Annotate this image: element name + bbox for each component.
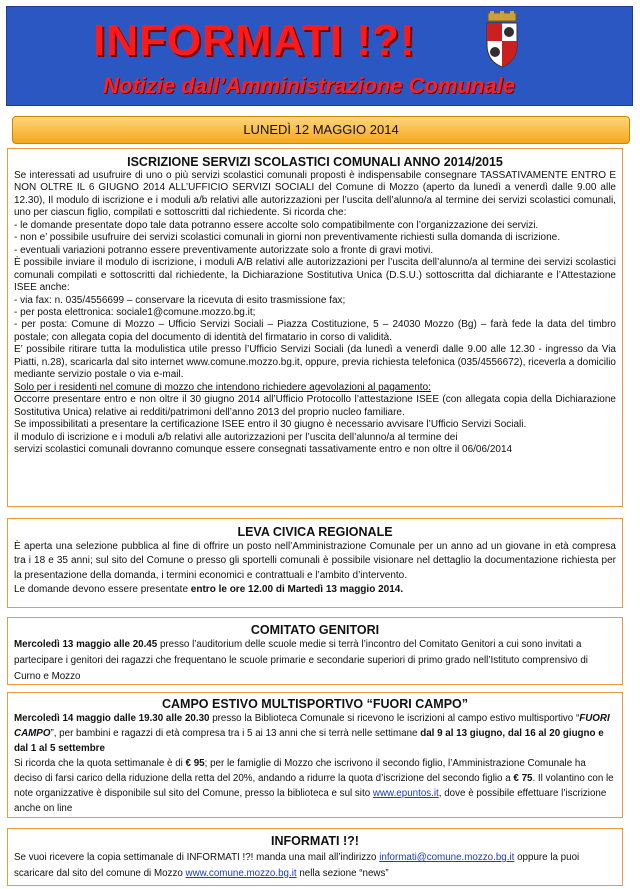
camp-weeks: dal 9 al 13 giugno, dal 16 al 20 giugno e dal 1 al 5 settembre [14,728,604,754]
section-title: ISCRIZIONE SERVIZI SCOLASTICI COMUNALI ANNO 2014/2015 [127,155,503,169]
text: nella sezione “news” [296,868,389,879]
list-item: - per posta: Comune di Mozzo – Ufficio Servizi Sociali – Piazza Costituzione, 5 – 24030 Mozzo (Bg) – farà fede la data del timbro postale; con allegata copia del documento di identità del firmatario in corso di validità. [14,319,616,343]
text: Se vuoi ricevere la copia settimanale di INFORMATI !?! manda una mail all’indirizzo [14,852,380,863]
text: ”, per bambini e ragazzi di età compresa tra i 5 ai 13 anni che si terrà nelle settimane [50,728,421,739]
paragraph: Se interessati ad usufruire di uno o più servizi scolastici comunali proposti è indispensabile consegnare TASSATIVAMENTE ENTRO E NON OLTRE IL 6 GIUGNO 2014 ALL’UFFICIO SERVIZI SOCIALI del Comune di Mozzo (aperto da lunedì a venerdì dalle 9.00 alle 12.30), Il modulo di iscrizione e i moduli a/b relativi alle autorizzazioni per l’uscita dell’alunno/a al termine dei servizi scolastici comunali, uno per ciascun figlio, compilati e sottoscritti dal richiedente. Si ricorda che: [14,170,616,219]
municipal-crest-icon [482,11,522,69]
section-informati [7,828,623,886]
paragraph: Se impossibilitati a presentare la certificazione ISEE entro il 30 giugno è necessario avvisare l’Ufficio Servizi Sociali. [14,419,527,431]
section-campo-estivo [7,692,623,818]
text: presso l’auditorium delle scuole medie si terrà l’incontro del Comitato Genitori a cui sono invitati a partecipare i genitori dei ragazzi che frequentano le scuole primarie e secondarie superiori di primo grado nell’Istituto comprensivo di Curno e Mozzo [14,639,588,682]
text: ; per le famiglie di Mozzo che iscrivono il secondo figlio, l’Amministrazione Comunale ha deciso di farsi carico della riduzione della retta del 20%, andando a ridurre la quota d’iscrizione del secondo figlio a [14,758,586,784]
section-leva-civica [7,518,623,608]
paragraph [14,756,616,816]
list-item: - le domande presentate dopo tale data potranno essere accolte solo compatibilmente con l’organizzazione dei servizi. [14,219,539,231]
website-link[interactable]: www.comune.mozzo.bg.it [185,868,297,879]
date-banner: LUNEDÌ 12 MAGGIO 2014 [12,116,630,144]
text: , dove è possibile effettuare l’iscrizione anche on line [14,788,607,814]
email-link[interactable]: informati@comune.mozzo.bg.it [379,852,515,863]
paragraph: E’ possibile ritirare tutta la modulistica utile presso l’Ufficio Servizi Sociali (da lunedì a venerdì dalle 9.00 alle 12.30 - ingresso da Via Piatti, n.28), scaricarla dal sito internet www.comune.mozzo.bg.it, oppure, previa richiesta telefonica (035/4556672), riceverla a domicilio mediante servizio postale o via e-mail. [14,344,616,381]
event-date: Mercoledì 13 maggio alle 20.45 [14,639,158,650]
section-comitato-genitori [7,617,623,685]
section-title: CAMPO ESTIVO MULTISPORTIVO “FUORI CAMPO” [161,697,469,711]
list-item: - via fax: n. 035/4556699 – conservare la ricevuta di esito trasmissione fax; [14,294,346,306]
section-iscrizione-servizi [7,148,623,507]
newsletter-title: INFORMATI !?! [93,16,416,65]
weekly-fee: € 95 [185,758,205,769]
newsletter-header [6,6,633,106]
text: presso la Biblioteca Comunale si ricevono le iscrizioni al campo estivo multisportivo “ [209,713,580,724]
event-date: Mercoledì 14 maggio dalle 19.30 alle 20.30 [14,713,210,724]
list-item: - per posta elettronica: sociale1@comune.mozzo.bg.it; [14,306,256,318]
section-title: INFORMATI !?! [271,834,359,848]
paragraph-underlined: Solo per i residenti nel comune di mozzo che intendono richiedere agevolazioni al pagamento: [14,381,431,393]
paragraph: il modulo di iscrizione e i moduli a/b relativi alle autorizzazioni per l’uscita dell’alunno/a al termine dei [14,431,458,443]
text: Le domande devono essere presentate [14,583,191,595]
paragraph: È aperta una selezione pubblica al fine di offrire un posto nell’Amministrazione Comunale per un anno ad un giovane in età compresa tra i 18 e 35 anni; sul sito del Comune o presso gli sportelli comunali è possibile visionare nel dettaglio la documentazione richiesta per la presentazione della domanda, i termini economici e contrattuali e l’ambito d’intervento. [14,541,616,581]
list-item: - eventuali variazioni potranno essere preventivamente autorizzate solo a fronte di gravi motivi. [14,244,434,256]
paragraph [14,637,616,685]
paragraph [14,711,616,756]
newsletter-subtitle: Notizie dall’Amministrazione Comunale [103,73,515,98]
camp-name: FUORI CAMPO [14,713,610,739]
text: oppure la puoi scaricare dal sito del comune di Mozzo [14,852,580,879]
list-item: - non e’ possibile usufruire dei servizi scolastici comunali in giorni non preventivamente richiesti sulla domanda di iscrizione. [14,232,561,244]
paragraph: È possibile inviare il modulo di iscrizione, i moduli A/B relativi alle autorizzazioni per l’uscita dell’alunno/a al termine dei servizi scolastici comunali compilati e sottoscritti dal richiedente, la Dichiarazione Sostitutiva Unica (D.S.U.) sottoscritta dal dichiarante e l’Attestazione ISEE anche: [14,257,616,294]
reduced-fee: € 75 [513,773,533,784]
paragraph [14,850,616,882]
paragraph: Occorre presentare entro e non oltre il 30 giugno 2014 all’Ufficio Protocollo l’attestazione ISEE (con allegata copia della Dichiarazione Sostitutiva Unica) relative ai redditi/patrimoni dell’anno 2013 del proprio nucleo familiare. [14,394,616,418]
paragraph: servizi scolastici comunali dovranno comunque essere consegnati tassativamente entro e non oltre il 06/06/2014 [14,443,513,455]
deadline-text: entro le ore 12.00 di Martedì 13 maggio 2014. [190,583,404,595]
section-title: COMITATO GENITORI [250,623,380,637]
text: Si ricorda che la quota settimanale è di [14,758,186,769]
paragraph [14,583,616,597]
text: . Il volantino con le note organizzative è disponibile sul sito del Comune, presso la biblioteca e sul sito [14,773,614,799]
section-title: LEVA CIVICA REGIONALE [237,525,393,539]
epuntos-link[interactable]: www.epuntos.it [372,788,439,799]
